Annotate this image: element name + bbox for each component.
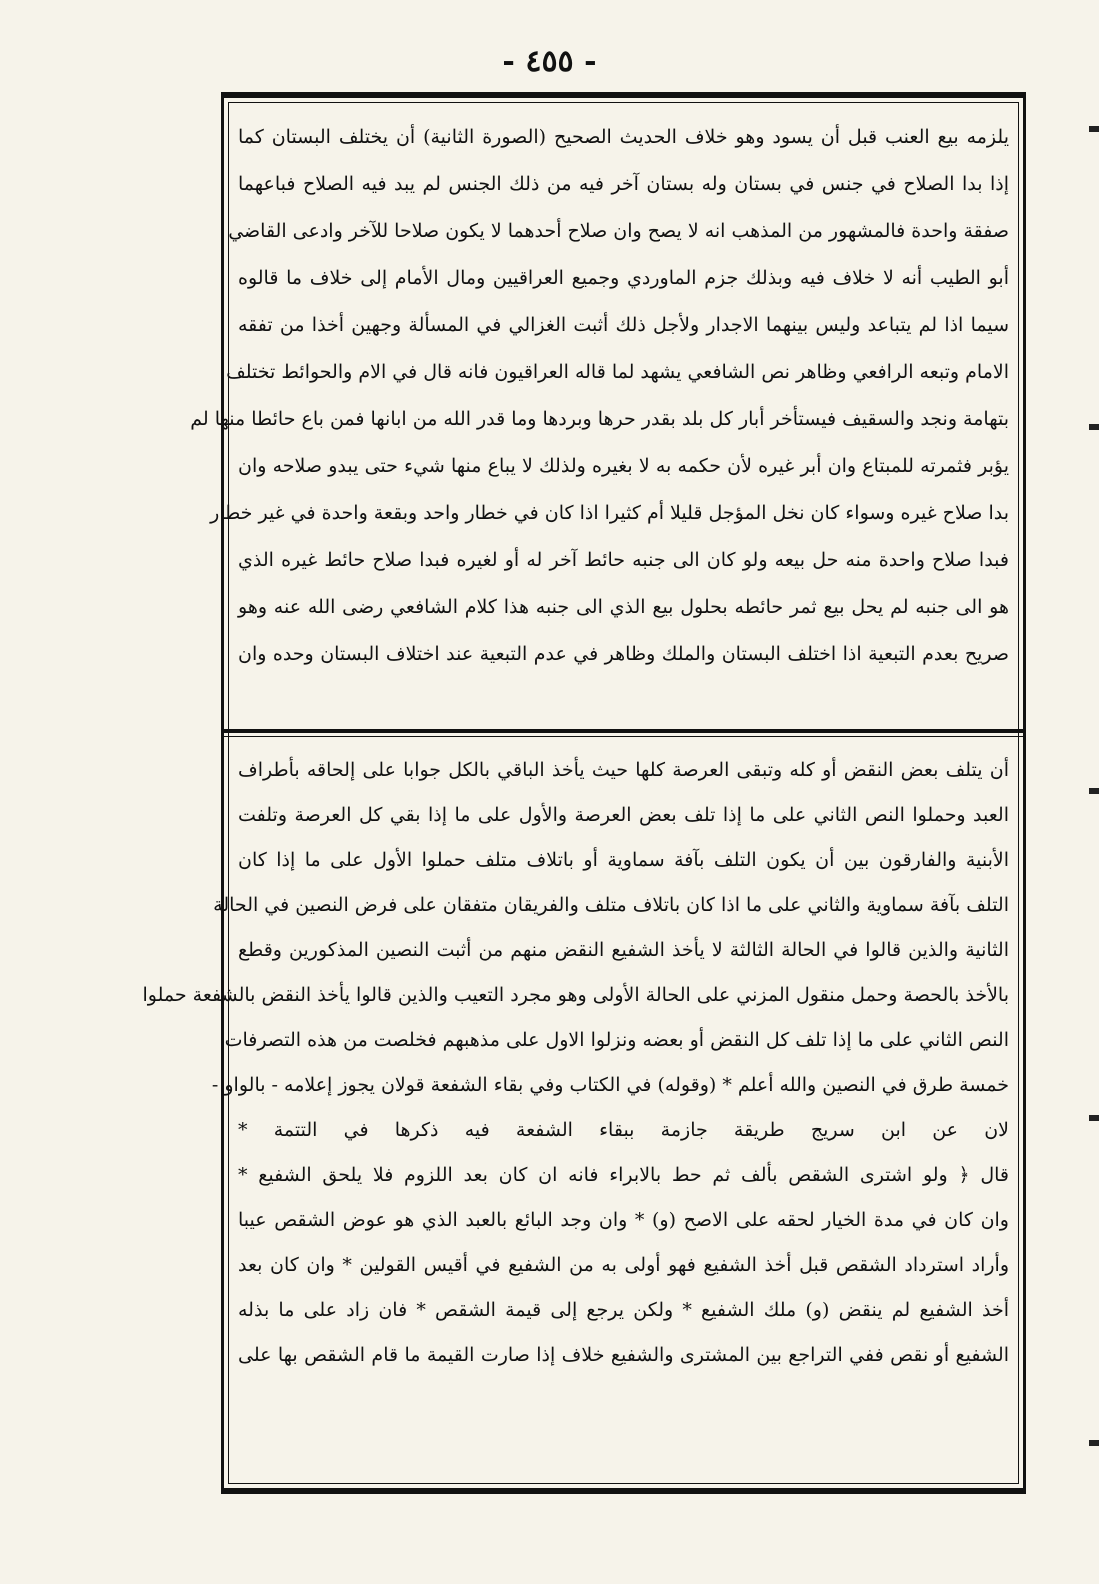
scan-edge-mark <box>1089 424 1099 430</box>
text-line: أن يتلف بعض النقض أو كله وتبقى العرصة كلها حيث يأخذ الباقي بالكل جوابا على إلحاقه بأطراف <box>238 759 1009 781</box>
text-line: بالأخذ بالحصة وحمل منقول المزني على الحالة الأولى وهو مجرد التعيب والذين قالوا يأخذ النقض بالشفعة حملوا <box>142 984 1009 1006</box>
page-number: - ٤٥٥ - <box>502 44 597 79</box>
text-line: صفقة واحدة فالمشهور من المذهب انه لا يصح وان صلاح أحدهما لا يكون صلاحا للآخر وادعى القاضي <box>228 220 1009 242</box>
text-line: التلف بآفة سماوية والثاني على ما اذا كان باتلاف متلف والفريقان متفقان على فرض النصين في الحالة <box>213 894 1009 916</box>
text-line: فبدا صلاح واحدة منه حل بيعه ولو كان الى جنبه حائط آخر له أو لغيره فبدا صلاح حائط غيره الذي <box>238 549 1009 571</box>
lower-text-block <box>142 748 1009 1378</box>
text-line: وأراد استرداد الشقص قبل أخذ الشفيع فهو أولى به من الشفيع في أقيس القولين * وان كان بعد <box>238 1254 1009 1276</box>
text-line: الأبنية والفارقون بين أن يكون التلف بآفة سماوية أو باتلاف متلف حملوا الأول على ما إذا كان <box>238 849 1009 871</box>
text-line: بدا صلاح غيره وسواء كان نخل المؤجل قليلا أم كثيرا اذا كان في خطار واحد وبقعة واحدة في غير خطار <box>210 502 1009 524</box>
text-line: النص الثاني على ما إذا تلف كل النقض أو بعضه ونزلوا الاول على مذهبهم فخلصت من هذه التصرفات <box>224 1029 1009 1051</box>
text-line: يؤبر فثمرته للمبتاع وان أبر غيره لأن حكمه به لا بغيره ولذلك لا يباع منها شيء حتى يبدو صلاحه وان <box>238 455 1009 477</box>
text-line: العبد وحملوا النص الثاني على ما إذا تلف بعض العرصة والأول على ما إذا بقي كل العرصة وتلفت <box>238 804 1009 826</box>
upper-text-block <box>190 114 1009 678</box>
text-line: لان عن ابن سريج طريقة جازمة ببقاء الشفعة فيه ذكرها في التتمة * <box>238 1119 1009 1141</box>
text-line: أبو الطيب أنه لا خلاف فيه وبذلك جزم الماوردي وجميع العراقيين ومال الأمام إلى خلاف ما قالوه <box>238 267 1009 289</box>
scan-edge-mark <box>1089 1115 1099 1121</box>
text-line: أخذ الشفيع لم ينقض (و) ملك الشفيع * ولكن يرجع إلى قيمة الشقص * فان زاد على ما بذله <box>238 1299 1009 1321</box>
text-line: وان كان في مدة الخيار لحقه على الاصح (و) * وان وجد البائع بالعبد الذي هو عوض الشقص عيبا <box>238 1209 1009 1231</box>
text-line: بتهامة ونجد والسقيف فيستأخر أبار كل بلد بقدر حرها وبردها وما قدر الله من ابانها فمن باع حائطا منها لم <box>190 408 1009 430</box>
text-line: يلزمه بيع العنب قبل أن يسود وهو خلاف الحديث الصحيح (الصورة الثانية) أن يختلف البستان كما <box>238 126 1009 148</box>
text-line: قال ﴿ ولو اشترى الشقص بألف ثم حط بالابراء فانه ان كان بعد اللزوم فلا يلحق الشفيع * <box>238 1164 1009 1186</box>
text-line: صريح بعدم التبعية اذا اختلف البستان والملك وظاهر في عدم التبعية عند اختلاف البستان وحده وان <box>238 643 1009 665</box>
text-frame <box>142 92 1026 1494</box>
text-line: الثانية والذين قالوا في الحالة الثالثة لا يأخذ الشفيع النقض منهم من أثبت النصين المذكورين وقطع <box>238 939 1009 961</box>
section-divider <box>224 729 1023 733</box>
text-line: الامام وتبعه الرافعي وظاهر نص الشافعي يشهد لما قاله العراقيون فانه قال في الام والحوائط تختلف <box>226 361 1009 383</box>
text-line: سيما اذا لم يتباعد وليس بينهما الاجدار ولأجل ذلك أثبت الغزالي في المسألة وجهين أخذا من تفقه <box>238 314 1009 336</box>
text-line: إذا بدا الصلاح في جنس في بستان وله بستان آخر فيه من ذلك الجنس لم يبد فيه الصلاح فباعهما <box>238 173 1009 195</box>
scan-edge-mark <box>1089 788 1099 794</box>
text-line: هو الى جنبه لم يحل بيع ثمر حائطه بحلول بيع الذي الى جنبه هذا كلام الشافعي رضى الله عنه وهو <box>238 596 1009 618</box>
scan-edge-mark <box>1089 126 1099 132</box>
text-line: الشفيع أو نقص ففي التراجع بين المشترى والشفيع خلاف إذا صارت القيمة ما قام الشقص بها على <box>238 1344 1009 1366</box>
text-line: خمسة طرق في النصين والله أعلم * (وقوله) في الكتاب وفي بقاء الشفعة قولان يجوز إعلامه - بالواو - <box>211 1074 1009 1096</box>
scan-edge-mark <box>1089 1440 1099 1446</box>
